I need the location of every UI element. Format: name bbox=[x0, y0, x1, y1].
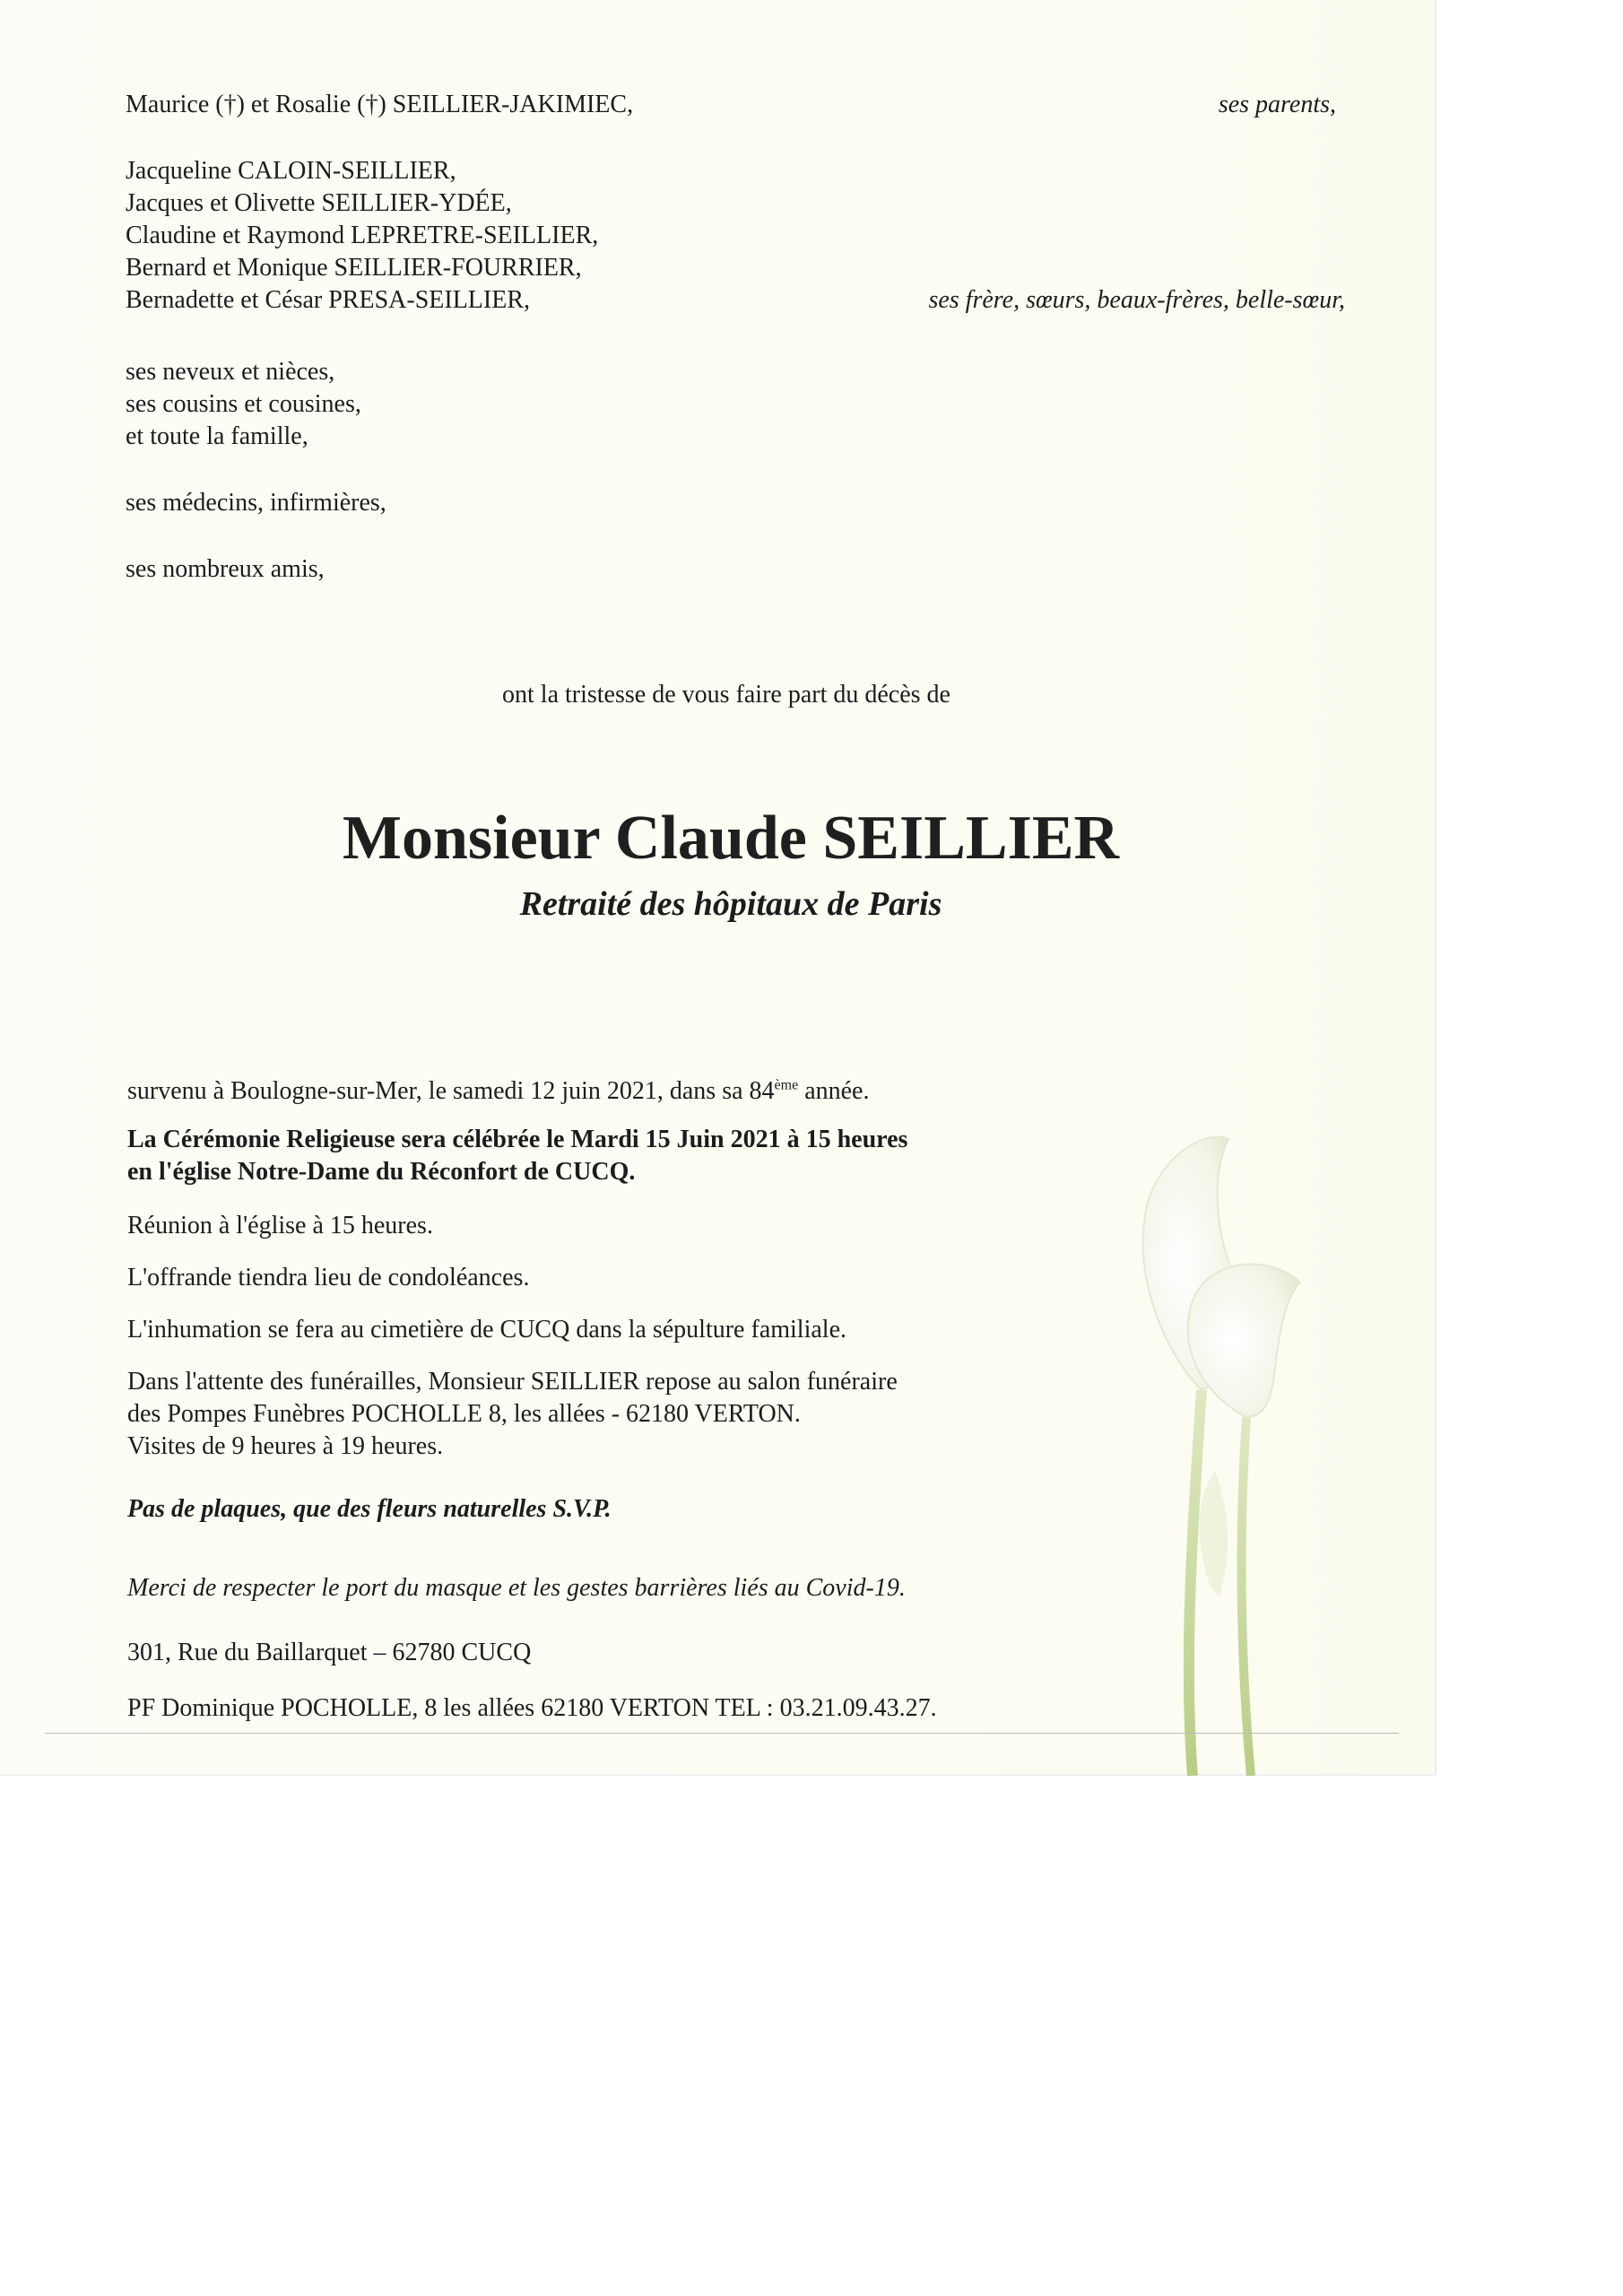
covid-note: Merci de respecter le port du masque et les gestes barrières liés au Covid-19. bbox=[127, 1574, 906, 1602]
flowers-note: Pas de plaques, que des fleurs naturelles S.V.P. bbox=[127, 1495, 612, 1523]
offering-line: L'offrande tiendra lieu de condoléances. bbox=[127, 1264, 530, 1292]
deceased-name: Monsieur Claude SEILLIER bbox=[342, 804, 1120, 873]
sibling-line: Bernard et Monique SEILLIER-FOURRIER, bbox=[126, 254, 582, 282]
deceased-title: Retraité des hôpitaux de Paris bbox=[519, 885, 942, 923]
sibling-line: Claudine et Raymond LEPRETRE-SEILLIER, bbox=[126, 222, 599, 249]
funeral-home-line: PF Dominique POCHOLLE, 8 les allées 62180 VERTON TEL : 03.21.09.43.27. bbox=[127, 1694, 937, 1722]
page-edge-right bbox=[1435, 0, 1436, 1776]
ceremony-place: en l'église Notre-Dame du Réconfort de CUCQ. bbox=[127, 1158, 636, 1186]
meeting-line: Réunion à l'église à 15 heures. bbox=[127, 1212, 433, 1239]
death-line bbox=[127, 1076, 869, 1107]
visits-line: Visites de 9 heures à 19 heures. bbox=[127, 1432, 444, 1460]
announcement: ont la tristesse de vous faire part du décès de bbox=[502, 681, 950, 709]
friends-line: ses nombreux amis, bbox=[126, 555, 325, 583]
ceremony-line: La Cérémonie Religieuse sera célébrée le Mardi 15 Juin 2021 à 15 heures bbox=[127, 1126, 908, 1153]
rest-location: des Pompes Funèbres POCHOLLE 8, les allées - 62180 VERTON. bbox=[127, 1400, 801, 1428]
extended-line: ses neveux et nièces, bbox=[126, 358, 335, 386]
death-text: survenu à Boulogne-sur-Mer, le samedi 12 juin 2021, dans sa 84 bbox=[127, 1077, 775, 1105]
death-ordinal: ème bbox=[774, 1077, 799, 1093]
sibling-line: Jacques et Olivette SEILLIER-YDÉE, bbox=[126, 189, 512, 217]
sibling-line: Jacqueline CALOIN-SEILLIER, bbox=[126, 157, 456, 185]
death-text-end: année. bbox=[798, 1077, 870, 1105]
parents-names: Maurice (†) et Rosalie (†) SEILLIER-JAKIMIEC, bbox=[126, 91, 634, 118]
doctors-line: ses médecins, infirmières, bbox=[126, 489, 386, 517]
burial-line: L'inhumation se fera au cimetière de CUCQ dans la sépulture familiale. bbox=[127, 1316, 846, 1344]
extended-line: ses cousins et cousines, bbox=[126, 390, 361, 418]
calla-lily-icon bbox=[1058, 1121, 1372, 1776]
bottom-rule bbox=[45, 1733, 1399, 1734]
extended-line: et toute la famille, bbox=[126, 422, 308, 450]
parents-relation: ses parents, bbox=[1218, 91, 1336, 118]
siblings-relation: ses frère, sœurs, beaux-frères, belle-sœur, bbox=[928, 286, 1345, 314]
rest-line: Dans l'attente des funérailles, Monsieur SEILLIER repose au salon funéraire bbox=[127, 1368, 898, 1396]
sibling-line: Bernadette et César PRESA-SEILLIER, bbox=[126, 286, 531, 314]
address-line: 301, Rue du Baillarquet – 62780 CUCQ bbox=[127, 1639, 532, 1666]
